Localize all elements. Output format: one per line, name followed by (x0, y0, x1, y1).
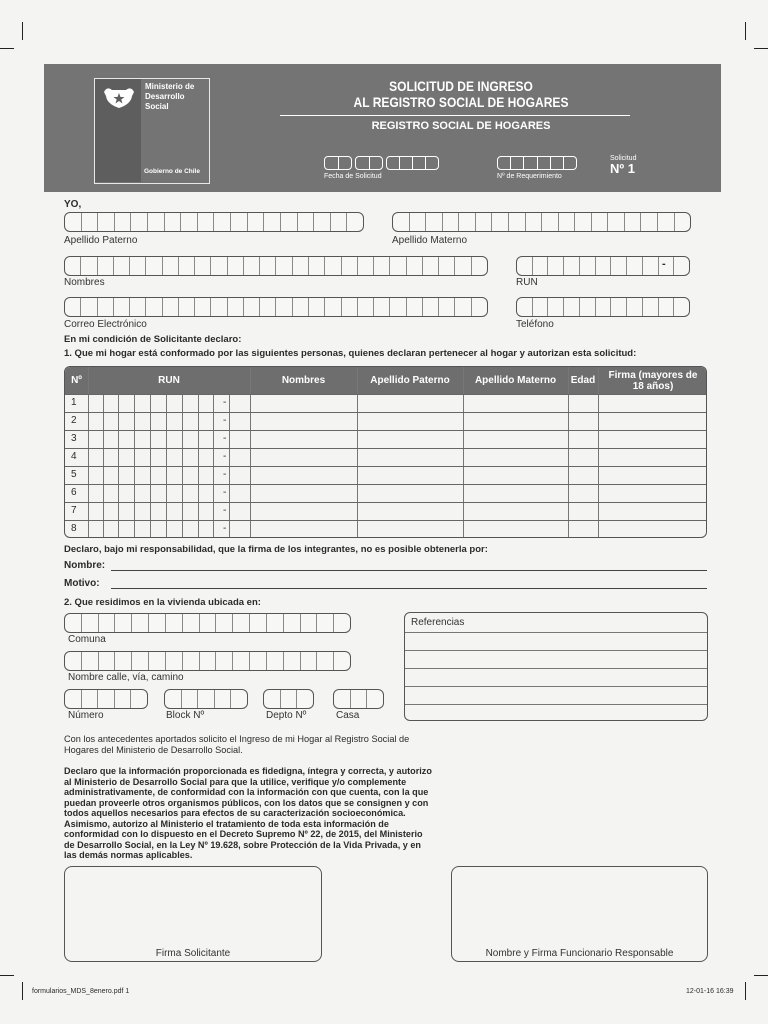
col-divider (88, 367, 89, 538)
col-firma-header: Firma (mayores de 18 años) (598, 367, 707, 394)
col-divider (463, 367, 464, 538)
run-dash: - (223, 487, 227, 498)
firma-solicitante-label: Firma Solicitante (155, 948, 231, 959)
row-divider (65, 484, 706, 485)
crop-mark (745, 22, 746, 40)
run-dash: - (223, 433, 227, 444)
requerimiento-label: Nº de Requerimiento (497, 173, 562, 180)
run-dash: - (223, 505, 227, 516)
title-divider (280, 115, 630, 116)
ref-line (405, 650, 707, 651)
col-num-header: Nº (65, 367, 88, 394)
table-row-number: 7 (71, 505, 77, 516)
correo-label: Correo Electrónico (64, 319, 147, 330)
table-row-number: 6 (71, 487, 77, 498)
col-run-header: RUN (88, 367, 250, 394)
fecha-month-field[interactable] (355, 156, 383, 170)
run-label: RUN (516, 277, 538, 288)
apellido-paterno-field[interactable] (64, 212, 364, 232)
block-field[interactable] (164, 689, 248, 709)
solicitud-number: Nº 1 (610, 161, 635, 176)
numero-label: Número (68, 710, 104, 721)
members-table (64, 366, 707, 538)
fecha-label: Fecha de Solicitud (324, 173, 382, 180)
crop-mark (0, 48, 14, 49)
row-divider (65, 520, 706, 521)
motivo-label: Motivo: (64, 578, 100, 589)
solicitud-label: Solicitud (610, 155, 637, 162)
motivo-line[interactable] (111, 588, 707, 589)
declaration-household: 1. Que mi hogar está conformado por las siguientes personas, quienes declaran pertenecer al hogar y autorizan esta solicitud: (64, 348, 637, 359)
numero-field[interactable] (64, 689, 148, 709)
address-title: 2. Que residimos en la vivienda ubicada en: (64, 597, 261, 608)
run-dash: - (223, 397, 227, 408)
row-divider (65, 502, 706, 503)
comuna-field[interactable] (64, 613, 351, 633)
crop-mark (745, 982, 746, 1000)
run-dash: - (223, 451, 227, 462)
apellido-materno-field[interactable] (392, 212, 691, 232)
ref-line (405, 686, 707, 687)
yo-label: YO, (64, 199, 82, 210)
row-divider (65, 394, 706, 395)
nombres-field[interactable] (64, 256, 488, 276)
crop-mark (22, 982, 23, 1000)
run-dash: - (662, 258, 666, 270)
table-row-number: 3 (71, 433, 77, 444)
run-dash: - (223, 469, 227, 480)
nombre-line[interactable] (111, 570, 707, 571)
page-subtitle: REGISTRO SOCIAL DE HOGARES (371, 120, 551, 132)
table-row-number: 2 (71, 415, 77, 426)
requerimiento-field[interactable] (497, 156, 577, 170)
depto-label: Depto Nº (266, 710, 307, 721)
closing-paragraph: Con los antecedentes aportados solicito el Ingreso de mi Hogar al Registro Social de Hogares del Ministerio de Desarrollo Social. (64, 734, 410, 755)
ref-line (405, 632, 707, 633)
run-dash: - (223, 415, 227, 426)
casa-field[interactable] (333, 689, 384, 709)
firma-solicitante-box[interactable] (64, 866, 322, 962)
row-divider (65, 466, 706, 467)
signature-note: Declaro, bajo mi responsabilidad, que la firma de los integrantes, no es posible obtenerla por: (64, 544, 488, 555)
telefono-field[interactable] (516, 297, 690, 317)
referencias-label: Referencias (411, 617, 465, 628)
row-divider (65, 430, 706, 431)
ministry-name: Ministerio de Desarrollo Social (145, 82, 195, 111)
block-label: Block Nº (166, 710, 205, 721)
fecha-day-field[interactable] (324, 156, 352, 170)
ref-line (405, 668, 707, 669)
firma-funcionario-label: Nombre y Firma Funcionario Responsable (485, 948, 674, 959)
depto-field[interactable] (263, 689, 314, 709)
authorization-paragraph: Declaro que la información proporcionada es fidedigna, íntegra y correcta, y autorizo al Ministerio de Desarrollo Social para que la utilice, verifique y/o complemente administrativamente, de conformidad con la información con que cuenta, con la que puedan proveerle otros organismos públicos, con los datos que se consignen y con todos aquellos necesarios para efectos de su caracterización socioeconómica. Asimismo, autorizo al Ministerio el tratamiento de toda esta información de conformidad con lo dispuesto en el Decreto Supremo Nº 22, de 2015, del Ministerio de Desarrollo Social, en la Ley Nº 19.628, sobre Protección de la Vida Privada, y en las demás normas aplicables. (64, 766, 432, 860)
table-row-number: 8 (71, 523, 77, 534)
row-divider (65, 412, 706, 413)
calle-field[interactable] (64, 651, 351, 671)
footer-timestamp: 12-01-16 16:39 (686, 988, 734, 995)
col-divider (357, 367, 358, 538)
referencias-box[interactable] (404, 612, 708, 721)
col-apellido-materno-header: Apellido Materno (463, 367, 568, 394)
page-title: SOLICITUD DE INGRESO AL REGISTRO SOCIAL DE HOGARES (353, 78, 569, 110)
col-edad-header: Edad (568, 367, 598, 394)
comuna-label: Comuna (68, 634, 106, 645)
chile-shield-icon (101, 84, 137, 110)
crop-mark (22, 22, 23, 40)
calle-label: Nombre calle, vía, camino (68, 672, 184, 683)
footer-filename: formularios_MDS_8enero.pdf 1 (32, 988, 130, 995)
col-divider (598, 367, 599, 538)
casa-label: Casa (336, 710, 360, 721)
fecha-year-field[interactable] (386, 156, 439, 170)
ref-line (405, 704, 707, 705)
declaration-intro: En mi condición de Solicitante declaro: (64, 334, 242, 345)
telefono-label: Teléfono (516, 319, 554, 330)
nombres-label: Nombres (64, 277, 105, 288)
table-row-number: 5 (71, 469, 77, 480)
col-apellido-paterno-header: Apellido Paterno (357, 367, 463, 394)
row-divider (65, 448, 706, 449)
correo-field[interactable] (64, 297, 488, 317)
col-nombres-header: Nombres (250, 367, 357, 394)
crop-mark (754, 975, 768, 976)
firma-funcionario-box[interactable] (451, 866, 708, 962)
col-divider (250, 367, 251, 538)
nombre-label: Nombre: (64, 560, 106, 571)
table-row-number: 1 (71, 397, 77, 408)
run-dash: - (223, 523, 227, 534)
crop-mark (754, 48, 768, 49)
apellido-materno-label: Apellido Materno (392, 235, 468, 246)
table-row-number: 4 (71, 451, 77, 462)
crop-mark (0, 975, 14, 976)
apellido-paterno-label: Apellido Paterno (64, 235, 138, 246)
government-label: Gobierno de Chile (144, 168, 200, 175)
col-divider (568, 367, 569, 538)
